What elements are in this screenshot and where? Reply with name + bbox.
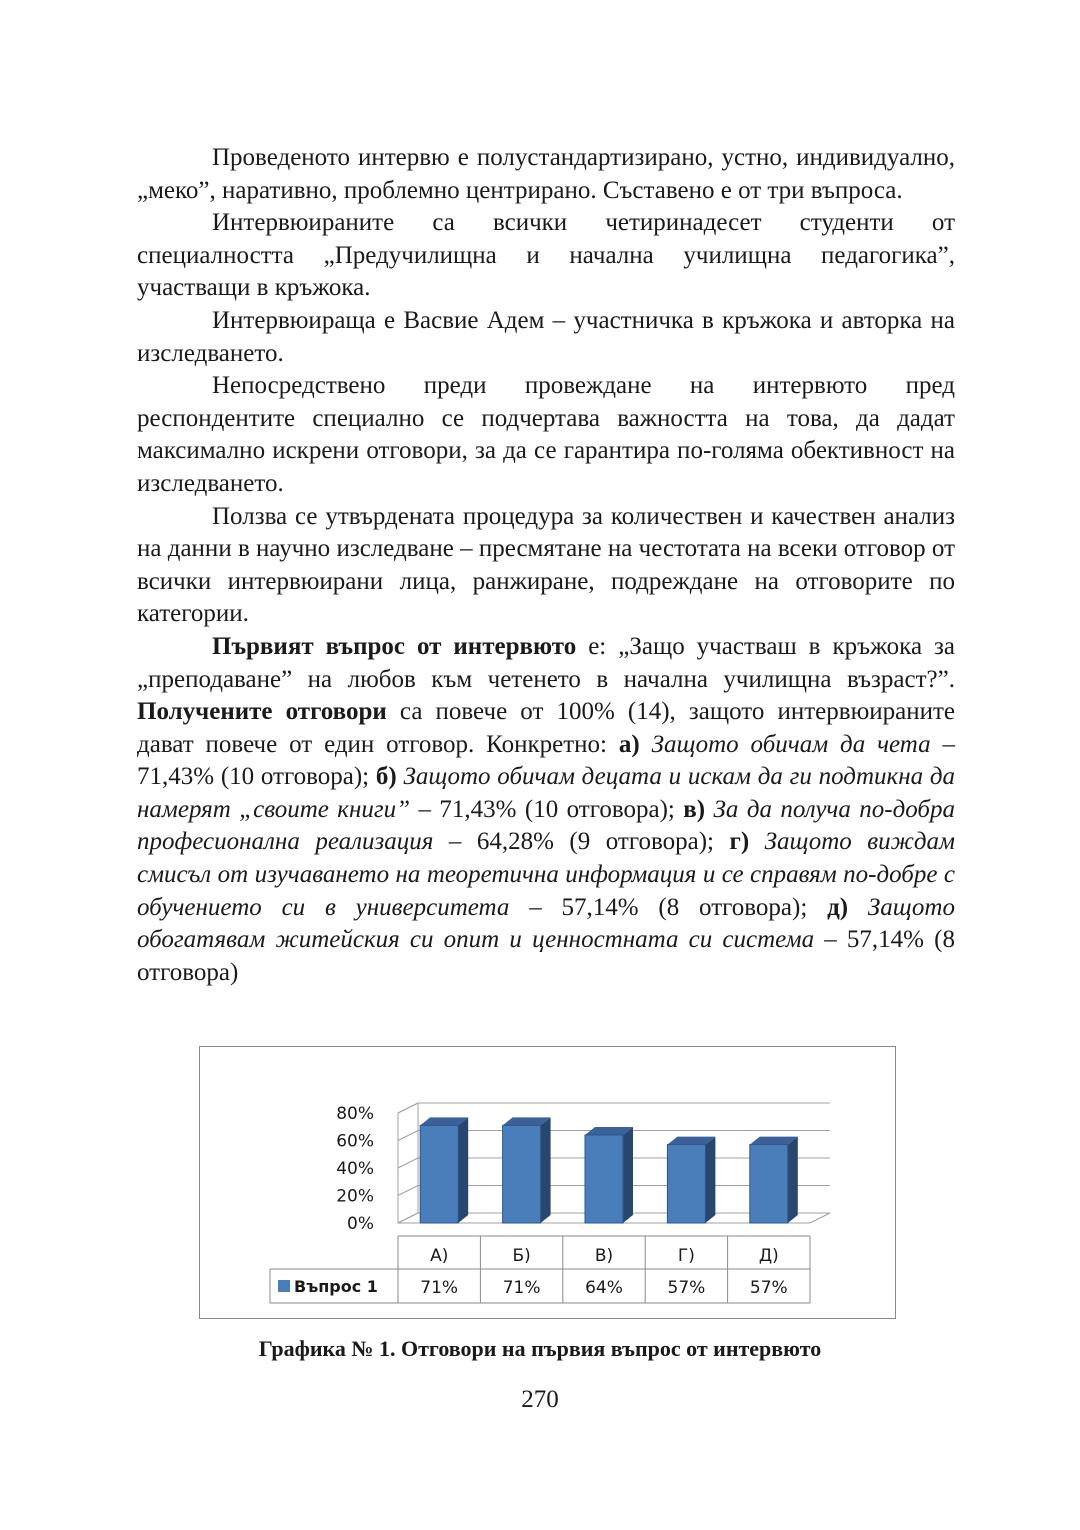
answer-b-label: б) bbox=[375, 763, 397, 791]
data-label: 57% bbox=[749, 1278, 788, 1298]
bar-side bbox=[623, 1127, 633, 1223]
answer-g-label: г) bbox=[729, 828, 750, 856]
paragraph-4: Непосредствено преди провеждане на интервюто пред респондентите специално се подчертава важността на това, да дадат максимално искрени отговори, за да се гарантира по-голяма обективност на изследването. bbox=[137, 372, 955, 497]
answer-v-text: За да получа по-добра професионална реализация bbox=[137, 795, 955, 856]
x-category-label: А) bbox=[430, 1246, 449, 1266]
answer-d-text: Защото обогатявам житейския си опит и ценностната си система bbox=[137, 893, 955, 954]
x-category-label: В) bbox=[594, 1246, 614, 1266]
answer-a-value: – 71,43% (10 отговора); bbox=[137, 730, 955, 791]
data-label: 71% bbox=[420, 1278, 459, 1298]
x-category-label: Б) bbox=[512, 1246, 531, 1266]
y-tick-label: 20% bbox=[336, 1186, 374, 1207]
answer-d-label: д) bbox=[827, 893, 849, 921]
paragraph-2: Интервюираните са всички четиринадесет студенти от специалността „Предучилищна и начална училищна педагогика”, участващи в кръжока. bbox=[137, 209, 955, 302]
bar bbox=[667, 1145, 705, 1223]
y-tick-label: 0% bbox=[347, 1214, 374, 1234]
bar bbox=[503, 1125, 541, 1223]
answer-b-value: – 71,43% (10 отговора); bbox=[410, 795, 684, 823]
bar bbox=[585, 1135, 623, 1223]
bar bbox=[750, 1145, 788, 1223]
answers-heading: Получените отговори bbox=[137, 698, 387, 726]
answer-a-label: а) bbox=[618, 730, 640, 758]
answers-intro: са повече от 100% (14), защото интервюираните дават повече от един отговор. Конкретно: bbox=[137, 698, 955, 758]
answer-g-value: – 57,14% (8 отговора); bbox=[509, 893, 828, 921]
question-heading: Първият въпрос от интервюто bbox=[212, 632, 577, 660]
bar-side bbox=[541, 1117, 551, 1223]
answer-d-value: – 57,14% (8 отговора) bbox=[137, 926, 955, 986]
answer-v-value: – 64,28% (9 отговора); bbox=[433, 828, 730, 856]
y-tick-label: 80% bbox=[336, 1104, 374, 1124]
legend-label: Въпрос 1 bbox=[294, 1277, 378, 1296]
answer-b-text: Защото обичам децата и искам да ги подтикна да намерят „своите книги” bbox=[137, 763, 955, 823]
legend-swatch bbox=[278, 1280, 290, 1292]
bar-side bbox=[705, 1137, 715, 1223]
bar bbox=[420, 1125, 458, 1223]
paragraph-3: Интервюираща е Васвие Адем – участничка в кръжока и авторка на изследването. bbox=[137, 306, 955, 367]
paragraph-6 bbox=[137, 631, 955, 990]
x-category-label: Д) bbox=[758, 1246, 779, 1266]
bar-chart bbox=[200, 1047, 897, 1320]
x-category-label: Г) bbox=[677, 1246, 695, 1266]
answer-g-text: Защото виждам смисъл от изучаването на теоретична информация и се справям по-добре с обучението си в университета bbox=[137, 828, 955, 921]
y-tick-label: 60% bbox=[336, 1131, 374, 1152]
chart-frame bbox=[199, 1046, 896, 1319]
question-text: е: „Защо участваш в кръжока за „преподаване” на любов към четенето в начална училищна възраст?”. bbox=[137, 632, 955, 693]
data-label: 57% bbox=[667, 1278, 706, 1298]
data-label: 64% bbox=[585, 1278, 623, 1298]
data-label: 71% bbox=[502, 1278, 541, 1298]
y-tick-label: 40% bbox=[336, 1159, 374, 1179]
body-text bbox=[137, 142, 955, 989]
bar-side bbox=[788, 1137, 798, 1223]
figure-caption: Графика № 1. Отговори на първия въпрос от интервюто bbox=[258, 1336, 822, 1361]
bar-side bbox=[458, 1117, 468, 1223]
page-number: 270 bbox=[521, 1386, 559, 1413]
paragraph-5: Ползва се утвърдената процедура за количествен и качествен анализ на данни в научно изследване – пресмятане на честотата на всеки отговор от всички интервюирани лица, ранжиране, подреждане на отговорите по категории. bbox=[137, 502, 955, 628]
answer-a-text: Защото обичам да чета bbox=[639, 730, 931, 758]
paragraph-1: Проведеното интервю е полустандартизирано, устно, индивидуално, „меко”, наративно, проблемно центрирано. Съставено е от три въпроса. bbox=[137, 144, 955, 204]
answer-v-label: в) bbox=[683, 795, 706, 823]
